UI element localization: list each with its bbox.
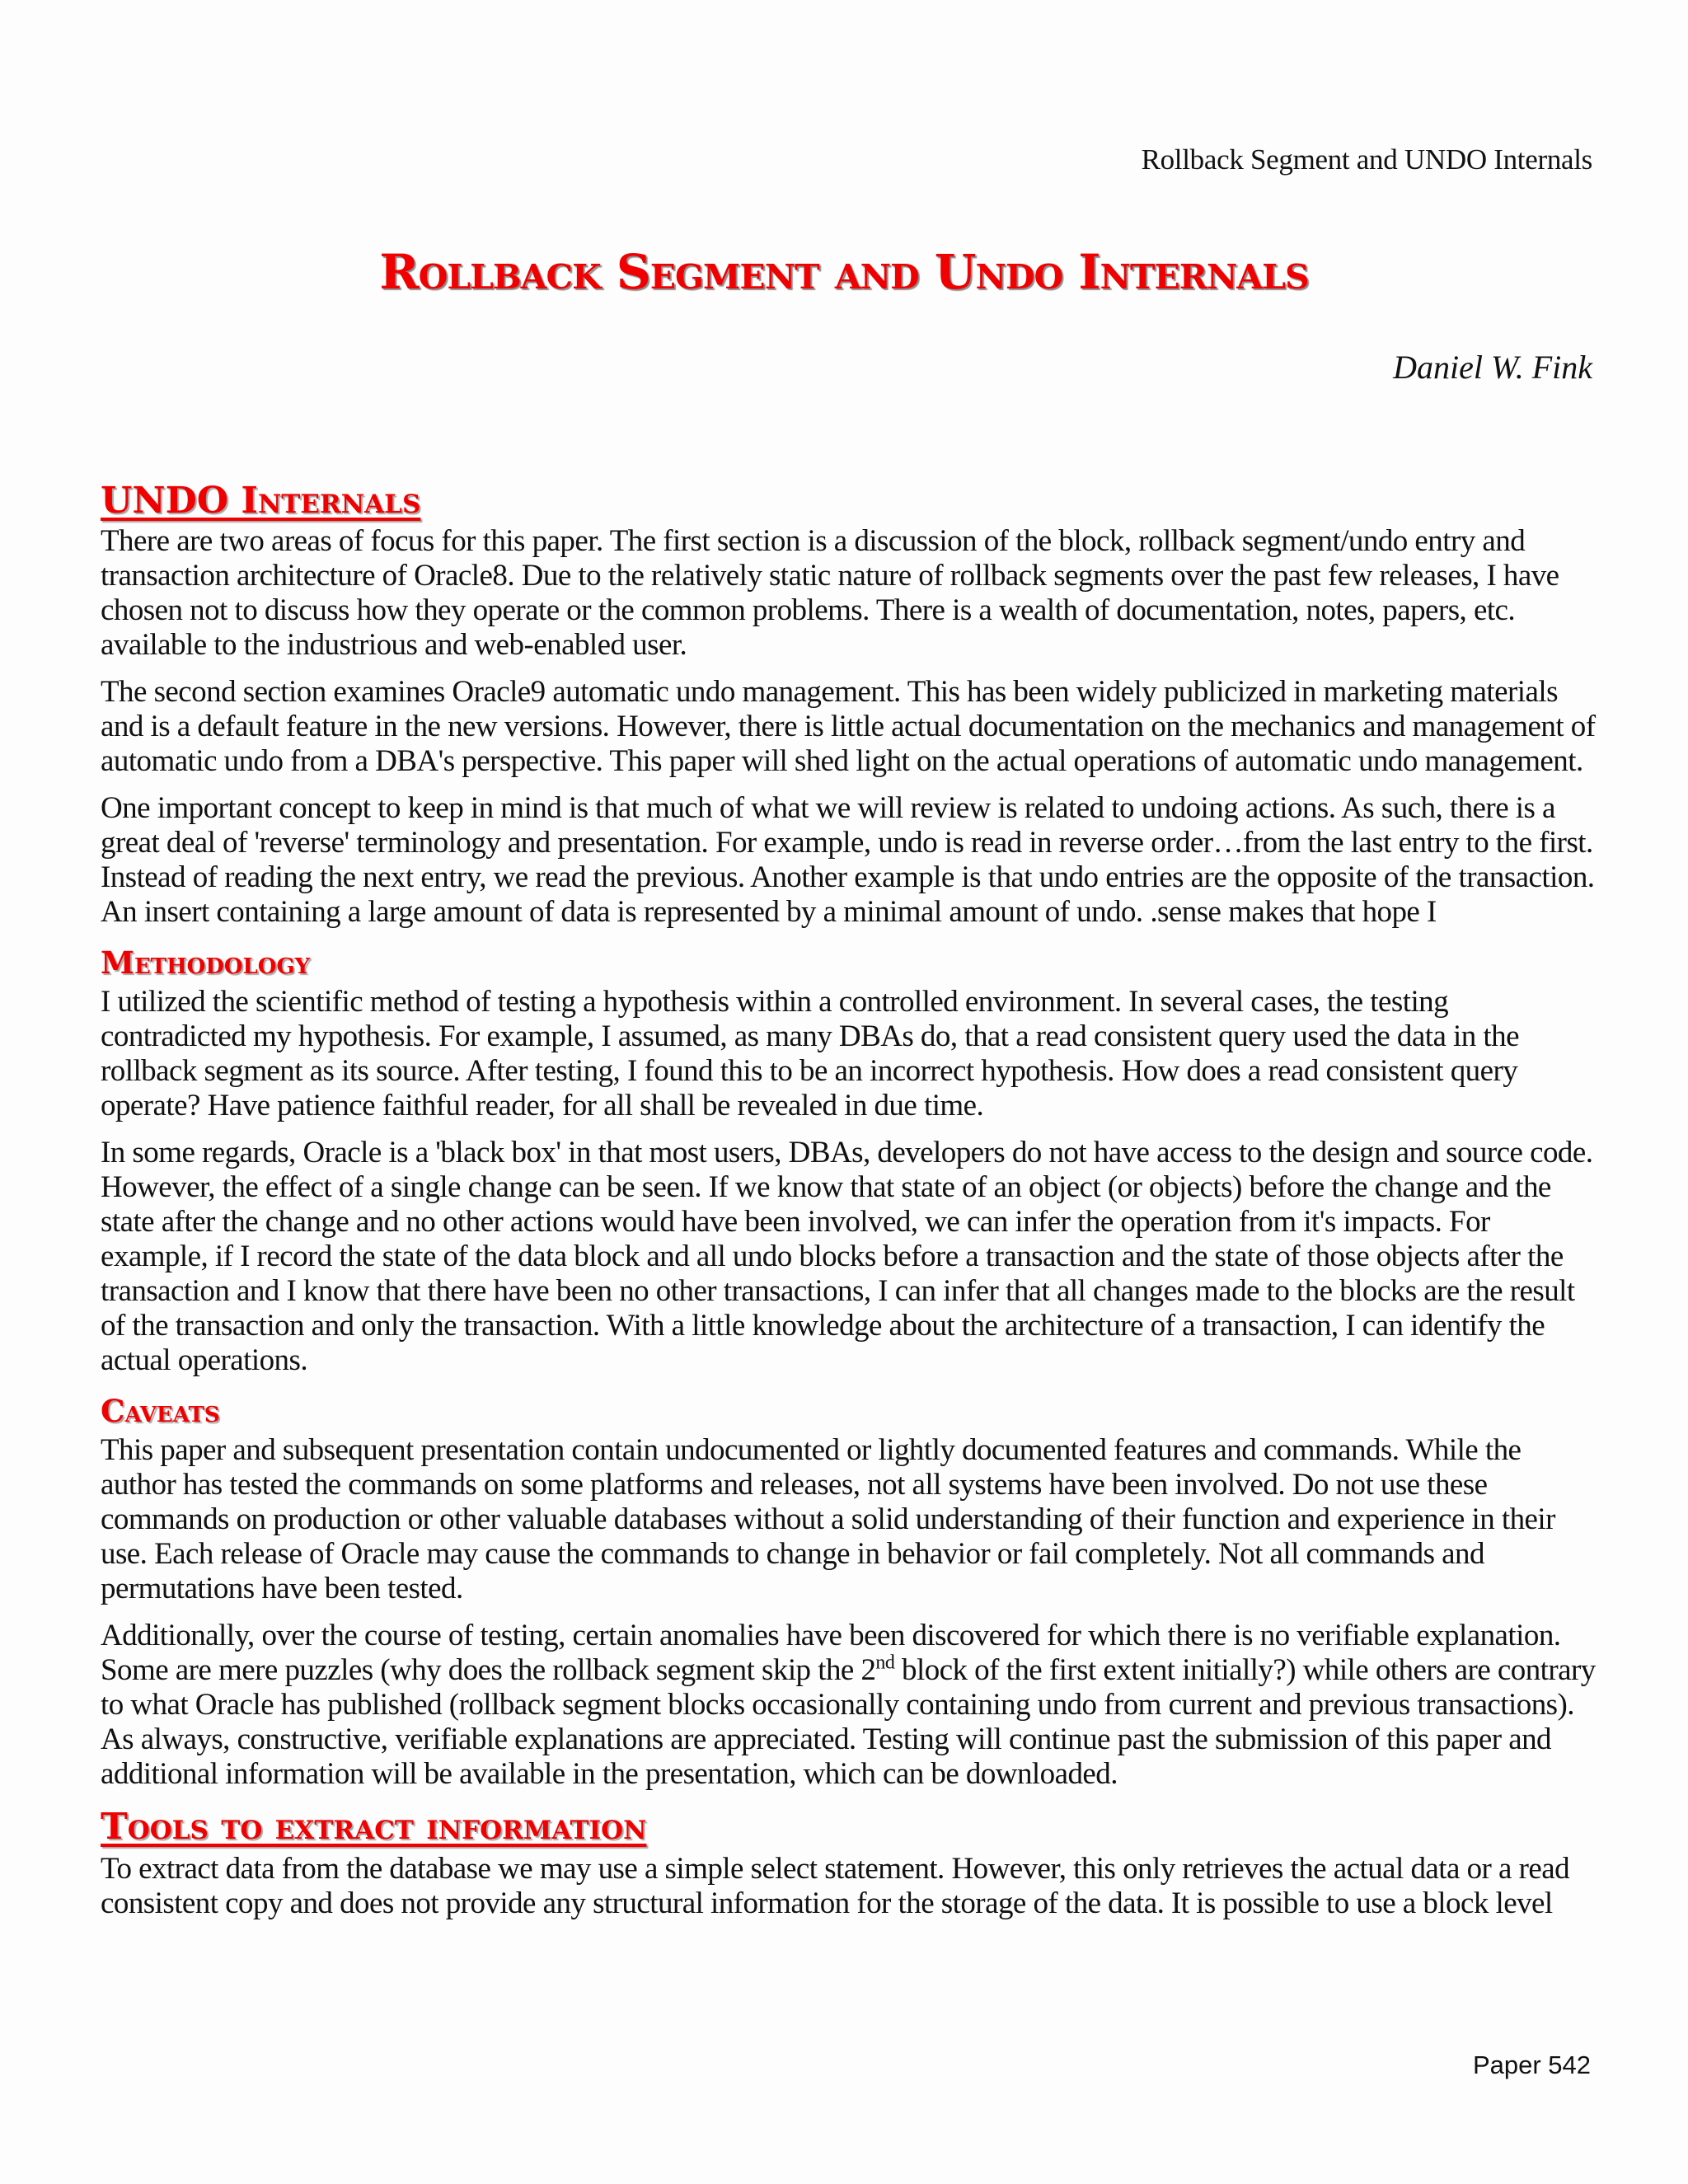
- paragraph: This paper and subsequent presentation contain undocumented or lightly documented features and commands. While the author has tested the commands on some platforms and releases, not all systems have been involved. Do not use these commands on production or other valuable databases without a solid understanding of their function and experience in their use. Each release of Oracle may cause the commands to change in behavior or fail completely. Not all commands and permutations have been tested.: [101, 1433, 1555, 1605]
- section-heading-undo-internals: UNDO Internals: [101, 480, 421, 522]
- paragraph: I utilized the scientific method of testing a hypothesis within a controlled environment. In several cases, the testing contradicted my hypothesis. For example, I assumed, as many DBAs do, that a read consistent query used the data in the rollback segment as its source. After testing, I found this to be an incorrect hypothesis. How does a read consistent query operate? Have patience faithful reader, for all shall be revealed in due time.: [101, 985, 1519, 1122]
- ordinal-suffix: nd: [875, 1652, 895, 1674]
- paragraph-text: Additionally, over the course of testing, certain anomalies have been discovered for which there is no verifiable explanation. Some are mere puzzles (why does the rollback segment skip the 2: [101, 1619, 1561, 1687]
- paragraph: The second section examines Oracle9 automatic undo management. This has been widely publicized in marketing materials and is a default feature in the new versions. However, there is little actual documentation on the mechanics and management of automatic undo from a DBA's perspective. This paper will shed light on the actual operations of automatic undo management.: [101, 675, 1596, 778]
- section-heading-caveats: Caveats: [101, 1393, 220, 1429]
- running-header: Rollback Segment and UNDO Internals: [1141, 143, 1592, 176]
- author-name: Daniel W. Fink: [1393, 349, 1592, 386]
- paragraph: In some regards, Oracle is a 'black box' in that most users, DBAs, developers do not have access to the design and source code. However, the effect of a single change can be seen. If we know that state of an object (or objects) before the change and the state after the change and no other actions would have been involved, we can infer the operation from it's impacts. For example, if I record the state of the data block and all undo blocks before a transaction and the state of those objects after the transaction and I know that there have been no other transactions, I can infer that all changes made to the blocks are the result of the transaction and only the transaction. With a little knowledge about the architecture of a transaction, I can identify the actual operations.: [101, 1136, 1593, 1377]
- section-heading-methodology: Methodology: [101, 944, 311, 981]
- paragraph: One important concept to keep in mind is that much of what we will review is related to undoing actions. As such, there is a great deal of 'reverse' terminology and presentation. For example, undo is read in reverse order…from the last entry to the first. Instead of reading the next entry, we read the previous. Another example is that undo entries are the opposite of the transaction. An insert containing a large amount of data is represented by a minimal amount of undo. .sense makes that hope I: [101, 791, 1595, 929]
- paragraph: [101, 1619, 1601, 1792]
- section-heading-tools: Tools to extract information: [101, 1806, 647, 1848]
- paragraph: To extract data from the database we may use a simple select statement. However, this only retrieves the actual data or a read consistent copy and does not provide any structural information for the storage of the data. It is possible to use a block level: [101, 1852, 1570, 1920]
- paragraph: There are two areas of focus for this paper. The first section is a discussion of the block, rollback segment/undo entry and transaction architecture of Oracle8. Due to the relatively static nature of rollback segments over the past few releases, I have chosen not to discuss how they operate or the common problems. There is a wealth of documentation, notes, papers, etc. available to the industrious and web-enabled user.: [101, 524, 1559, 662]
- document-body: [101, 476, 1601, 1933]
- page-title: Rollback Segment and Undo Internals: [379, 244, 1309, 300]
- paragraph-text: block of the first extent initially?) while others are contrary to what Oracle has published (rollback segment blocks occasionally containing undo from current and previous transactions). As always, constructive, verifiable explanations are appreciated. Testing will continue past the submission of this paper and additional information will be available in the presentation, which can be downloaded.: [101, 1653, 1596, 1791]
- page-number: Paper 542: [1472, 2050, 1591, 2079]
